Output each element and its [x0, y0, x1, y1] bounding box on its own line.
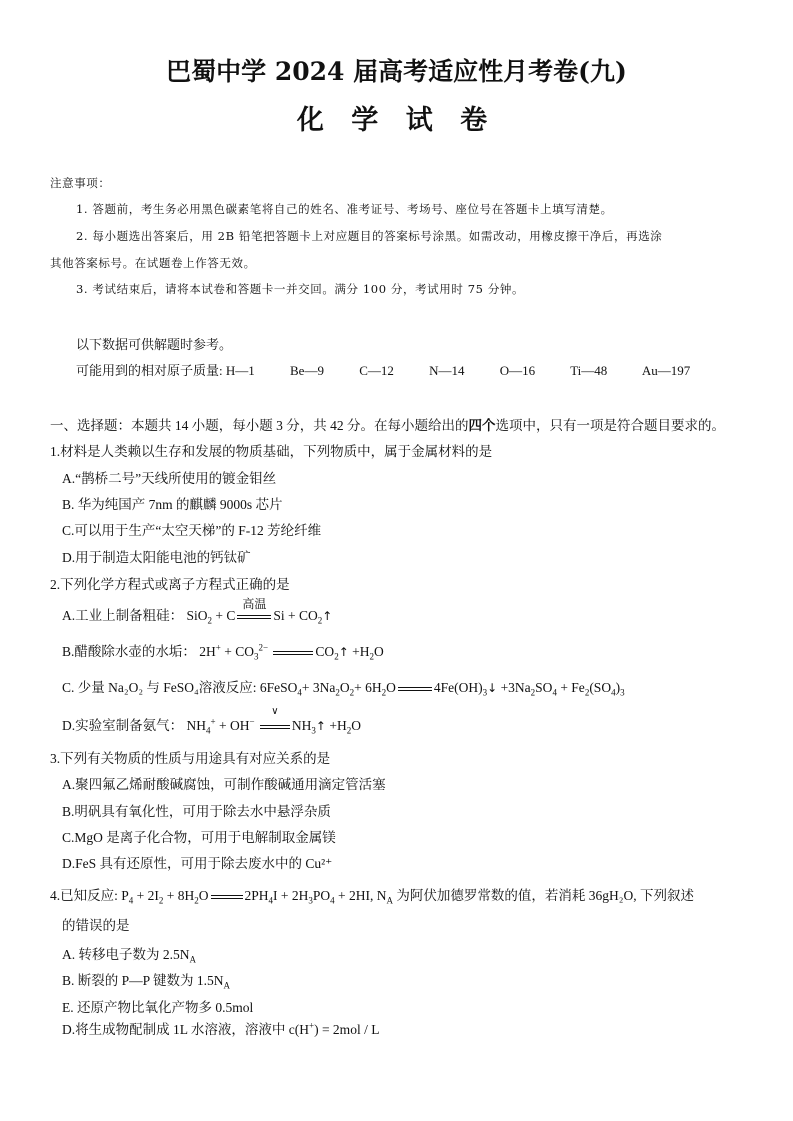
atomic-mass-item: Ti—48 — [570, 363, 608, 378]
exam-title: 巴蜀中学 2024 届高考适应性月考卷(九) — [166, 57, 627, 86]
notice-item-2-line-2: 其他答案标号。在试题卷上作答无效。 — [50, 256, 256, 270]
section-heading-emphasis: 四个 — [468, 418, 496, 433]
atomic-mass-label: 可能用到的相对原子质量: — [76, 363, 226, 378]
option-text: B. 断裂的 P—P 键数为 1.5N — [62, 973, 224, 988]
atomic-mass-item: N—14 — [429, 363, 465, 378]
section-heading — [50, 414, 725, 434]
exam-subject-title: 化 学 试 卷 — [296, 105, 497, 136]
stem-text-2: 为阿伏加德罗常数的值，若消耗 36gH₂O, 下列叙述 — [396, 888, 694, 903]
question-4-option-d: D.将生成物配制成 1L 水溶液，溶液中 c(H+) = 2mol / L — [62, 1020, 380, 1037]
notice-item-1: 1. 答题前，考生务必用黑色碳素笔将自己的姓名、准考证号、考场号、座位号在答题卡上填写清楚。 — [76, 202, 613, 216]
option-label: C. 少量 Na₂O₂ 与 FeSO₄溶液反应: — [62, 680, 260, 695]
question-3-option-d: D.FeS 具有还原性，可用于除去废水中的 Cu²⁺ — [62, 856, 333, 871]
option-label: B.醋酸除水壶的水垢： — [62, 644, 196, 659]
atomic-mass-list — [76, 360, 690, 379]
question-4-option-b: B. 断裂的 P—P 键数为 $1.5N_A$ — [62, 973, 231, 991]
question-3-option-c: C.MgO 是离子化合物，可用于电解制取金属镁 — [62, 830, 336, 845]
option-label: A.工业上制备粗硅： — [62, 608, 184, 623]
option-text: A. 转移电子数为 2.5N — [62, 947, 190, 962]
reference-intro: 以下数据可供解题时参考。 — [76, 337, 233, 352]
stem-text: 4.已知反应: — [50, 888, 122, 903]
option-text: D.将生成物配制成 1L 水溶液，溶液中 — [62, 1022, 289, 1037]
option-label: D.实验室制备氨气： — [62, 718, 184, 733]
section-heading-text: 一、选择题：本题共 14 小题，每小题 3 分，共 42 分。在每小题给出的 — [50, 418, 469, 433]
question-2-option-b: B.醋酸除水壶的水垢： $2H^+ + CO_3^{2-}$ $CO_2↑ +H_2O$ — [62, 642, 384, 662]
question-1-option-b: B. 华为纯国产 7nm 的麒麟 9000s 芯片 — [62, 497, 283, 512]
question-3-option-a: A.聚四氟乙烯耐酸碱腐蚀，可制作酸碱通用滴定管活塞 — [62, 777, 386, 792]
question-2-option-a: A.工业上制备粗硅： SiO$_2$ + C 高温 $Si + CO_2↑$ — [62, 597, 333, 626]
question-2-option-d: D.实验室制备氨气： $NH_4^+ + OH^-$ ∨ $NH_3↑ +H_2O$ — [62, 706, 361, 736]
atomic-mass-item: H—1 — [225, 363, 255, 378]
atomic-mass-item: Be—9 — [290, 363, 324, 378]
notice-item-3: 3. 考试结束后，请将本试卷和答题卡一并交回。满分 100 分，考试用时 75 分钟。 — [76, 282, 525, 296]
question-4-option-a: A. 转移电子数为 $2.5N_A$ — [62, 947, 196, 965]
atomic-mass-item: C—12 — [359, 363, 394, 378]
reaction-condition: 高温 — [242, 597, 267, 611]
question-1-option-a: A.“鹊桥二号”天线所使用的镀金钼丝 — [62, 471, 277, 486]
notice-item-2-line-1: 2. 每小题选出答案后，用 2B 铅笔把答题卡上对应题目的答案标号涂黑。如需改动，用橡皮擦干净后，再选涂 — [76, 229, 663, 243]
question-4-option-c: E. 还原产物比氧化产物多 0.5mol — [62, 1000, 254, 1015]
question-4-stem: 4.已知反应: $P_4 + 2I_2 + 8H_2O$ $2PH_4I + 2H_3PO_4 + 2HI$, $N_A$ 为阿伏加德罗常数的值，若消耗 36gH₂O, 下列叙述 — [50, 888, 694, 906]
section-heading-text-end: 选项中，只有一项是符合题目要求的。 — [495, 418, 725, 433]
question-1-option-d: D.用于制造太阳能电池的钙钛矿 — [62, 550, 251, 565]
atomic-mass-item: Au—197 — [641, 363, 691, 378]
question-1-option-c: C.可以用于生产“太空天梯”的 F-12 芳纶纤维 — [62, 523, 322, 538]
atomic-mass-item: O—16 — [499, 363, 536, 378]
question-2-option-c: C. 少量 Na₂O₂ 与 FeSO₄溶液反应: 6FeSO$_4$+ $3Na_2O_2+ 6H_2O$ $4Fe(OH)_3↓ +3Na_2SO_4 + Fe_2(SO_4)_3$ — [62, 680, 625, 698]
question-1-stem: 1.材料是人类赖以生存和发展的物质基础，下列物质中，属于金属材料的是 — [50, 444, 493, 459]
question-3-stem: 3.下列有关物质的性质与用途具有对应关系的是 — [50, 751, 331, 766]
question-2-stem: 2.下列化学方程式或离子方程式正确的是 — [50, 577, 290, 592]
question-3-option-b: B.明矾具有氧化性，可用于除去水中悬浮杂质 — [62, 804, 331, 819]
notice-heading: 注意事项： — [50, 176, 111, 190]
question-4-stem-continued: 的错误的是 — [62, 918, 130, 933]
